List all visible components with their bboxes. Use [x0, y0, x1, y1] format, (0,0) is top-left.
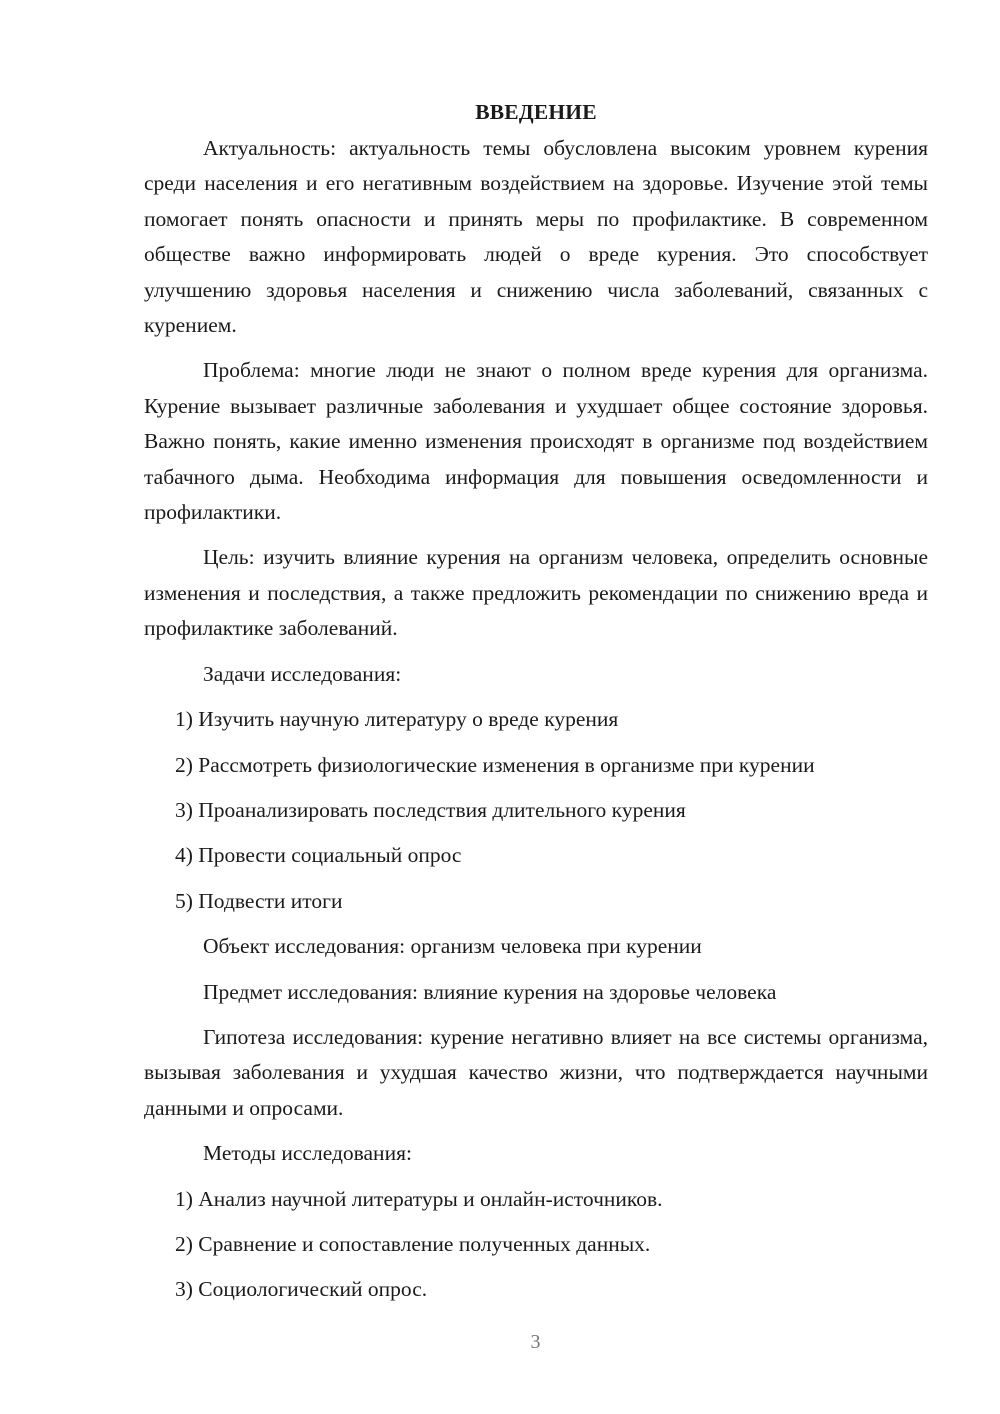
task-item: 3) Проанализировать последствия длительного курения [175, 797, 686, 822]
method-item: 3) Социологический опрос. [175, 1277, 428, 1302]
task-item: 2) Рассмотреть физиологические изменения в организме при курении [175, 752, 815, 777]
page-content [144, 97, 928, 1318]
research-subject: Предмет исследования: влияние курения на здоровье человека [203, 979, 777, 1004]
problem-paragraph: Проблема: многие люди не знают о полном вреде курения для организма. Курение вызывает различные заболевания и ухудшает общее состояние здоровья. Важно понять, какие именно изменения происходят в организме под воздействием табачного дыма. Необходима информация для повышения осведомленности и профилактики. [144, 358, 928, 525]
task-item: 4) Провести социальный опрос [175, 843, 462, 868]
hypothesis-paragraph: Гипотеза исследования: курение негативно влияет на все системы организма, вызывая заболевания и ухудшая качество жизни, что подтверждается научными данными и опросами. [144, 1024, 928, 1120]
task-item: 1) Изучить научную литературу о вреде курения [175, 707, 619, 732]
method-item: 2) Сравнение и сопоставление полученных данных. [175, 1231, 651, 1256]
method-item: 1) Анализ научной литературы и онлайн-источников. [175, 1186, 663, 1211]
page-number: 3 [530, 1331, 541, 1353]
task-item: 5) Подвести итоги [175, 888, 343, 913]
methods-heading: Методы исследования: [203, 1141, 412, 1166]
relevance-paragraph: Актуальность: актуальность темы обусловлена высоким уровнем курения среди населения и его негативным воздействием на здоровье. Изучение этой темы помогает понять опасности и принять меры по профилактике. В современном обществе важно информировать людей о вреде курения. Это способствует улучшению здоровья населения и снижению числа заболеваний, связанных с курением. [144, 136, 928, 338]
research-object: Объект исследования: организм человека при курении [203, 934, 702, 959]
goal-paragraph: Цель: изучить влияние курения на организм человека, определить основные изменения и последствия, а также предложить рекомендации по снижению вреда и профилактике заболеваний. [144, 545, 928, 641]
section-title: ВВЕДЕНИЕ [475, 100, 597, 124]
tasks-heading: Задачи исследования: [203, 661, 402, 686]
